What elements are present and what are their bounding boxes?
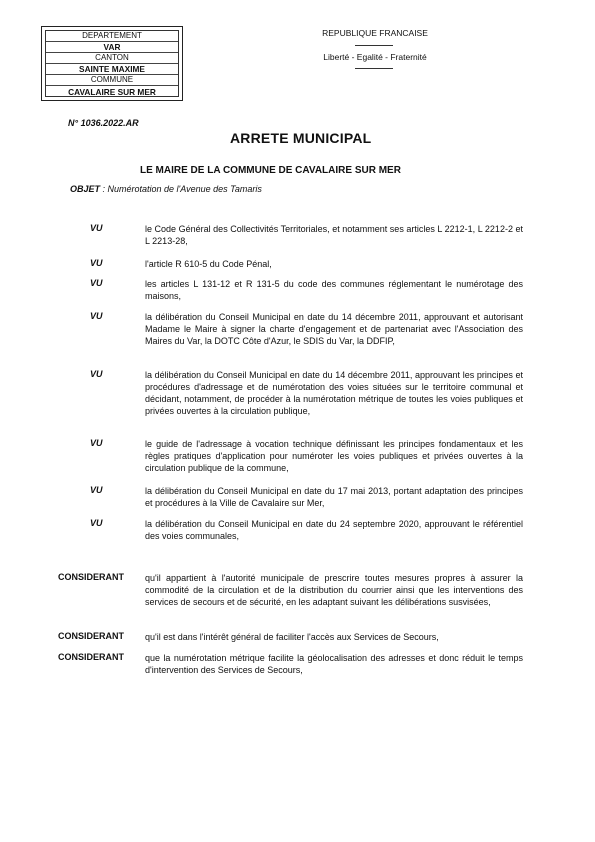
arrete-number: N° 1036.2022.AR	[68, 118, 139, 128]
administrative-header-inner	[45, 30, 179, 97]
vu-label: VU	[90, 518, 103, 528]
header-commune-label: COMMUNE	[46, 75, 178, 86]
considerant-label: CONSIDERANT	[58, 631, 125, 641]
document-title: ARRETE MUNICIPAL	[230, 130, 372, 146]
administrative-header-box	[41, 26, 183, 101]
vu-text: la délibération du Conseil Municipal en date du 14 décembre 2011, approuvant les principes et procédures d'adressage et de numérotation des voies situées sur le territoire communal et décidant, notamment, de procéder à la numérotation métrique de toutes les voies publiques et privées ouvertes à la circulation publique,	[145, 370, 523, 416]
republic-name: REPUBLIQUE FRANCAISE	[322, 28, 428, 38]
objet-text: : Numérotation de l'Avenue des Tamaris	[100, 184, 262, 194]
considerant-label: CONSIDERANT	[58, 572, 125, 582]
header-departement-label: DEPARTEMENT	[46, 31, 178, 42]
republic-divider	[355, 45, 393, 46]
header-canton-label: CANTON	[46, 53, 178, 64]
vu-text: le Code Général des Collectivités Territoriales, et notamment ses articles L 2212-1, L 2212-2 et L 2213-28,	[145, 224, 523, 246]
vu-label: VU	[90, 438, 103, 448]
vu-label: VU	[90, 485, 103, 495]
vu-text: l'article R 610-5 du Code Pénal,	[145, 259, 272, 269]
vu-text: la délibération du Conseil Municipal en date du 24 septembre 2020, approuvant le référentiel des voies communales,	[145, 519, 523, 541]
document-subtitle: LE MAIRE DE LA COMMUNE DE CAVALAIRE SUR MER	[140, 165, 401, 176]
header-departement-value: VAR	[46, 42, 178, 53]
vu-text: le guide de l'adressage à vocation technique définissant les principes fondamentaux et les règles pratiques d'application pour numéroter les voies publiques et privées ouvertes à la circulation publique de la commune,	[145, 439, 523, 473]
considerant-text: qu'il est dans l'intérêt général de faciliter l'accès aux Services de Secours,	[145, 632, 439, 642]
objet-line	[70, 184, 262, 194]
vu-label: VU	[90, 369, 103, 379]
header-canton-value: SAINTE MAXIME	[46, 64, 178, 75]
motto-divider	[355, 68, 393, 69]
vu-label: VU	[90, 278, 103, 288]
vu-text: les articles L 131-12 et R 131-5 du code des communes réglementant le numérotage des maisons,	[145, 279, 523, 301]
header-commune-value: CAVALAIRE SUR MER	[68, 87, 156, 97]
considerant-label: CONSIDERANT	[58, 652, 125, 662]
considerant-text: qu'il appartient à l'autorité municipale de prescrire toutes mesures propres à assurer la commodité de la circulation et de la distribution du courrier ainsi que les interventions des services de secours et de sécurité, en les adaptant suivant les délibérations susvisées,	[145, 573, 523, 607]
vu-label: VU	[90, 258, 103, 268]
vu-label: VU	[90, 223, 103, 233]
vu-text: la délibération du Conseil Municipal en date du 14 décembre 2011, approuvant et autorisant Madame le Maire à signer la charte d'engagement et de partenariat avec l'Association des Maires du Var, la DOTC Côte d'Azur, le SDIS du Var, la DDFIP,	[145, 312, 523, 346]
objet-label: OBJET	[70, 184, 101, 194]
vu-text: la délibération du Conseil Municipal en date du 17 mai 2013, portant adaptation des principes et procédures à la Ville de Cavalaire sur Mer,	[145, 486, 523, 508]
republic-motto: Liberté - Egalité - Fraternité	[323, 52, 427, 62]
vu-label: VU	[90, 311, 103, 321]
considerant-text: que la numérotation métrique facilite la géolocalisation des adresses et donc réduit le temps d'intervention des Services de Secours,	[145, 653, 523, 675]
